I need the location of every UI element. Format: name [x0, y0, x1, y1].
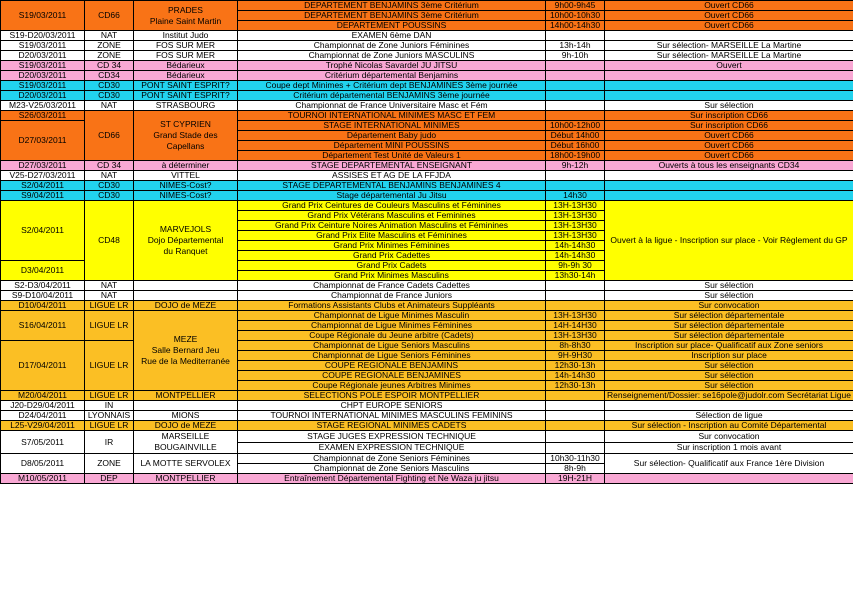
- table-row: [1, 341, 853, 351]
- date-cell: D20/03/2011: [1, 91, 85, 101]
- date-cell: S19/03/2011: [1, 1, 85, 31]
- note-cell: Ouvert CD66: [605, 141, 853, 151]
- place-cell: Institut Judo: [134, 31, 238, 41]
- date-cell: M20/04/2011: [1, 391, 85, 401]
- date-cell: M23-V25/03/2011: [1, 101, 85, 111]
- place-cell: MIONS: [134, 411, 238, 421]
- time-cell: [546, 281, 605, 291]
- time-cell: 10h00-12h00: [546, 121, 605, 131]
- event-cell: Championnat de Zone Seniors Masculins: [238, 464, 546, 474]
- time-cell: 13H-13H30: [546, 331, 605, 341]
- event-cell: Entraînement Départemental Fighting et Ne Waza ju jitsu: [238, 474, 546, 484]
- note-cell: [605, 71, 853, 81]
- event-cell: Grand Prix Minimes Masculins: [238, 271, 546, 281]
- place-cell: MARSEILLE BOUGAINVILLE: [134, 431, 238, 454]
- date-cell: D24/04/2011: [1, 411, 85, 421]
- time-cell: 13H-13H30: [546, 221, 605, 231]
- event-cell: Championnat de Ligue Minimes Masculin: [238, 311, 546, 321]
- table-row: [1, 171, 853, 181]
- time-cell: 13H-13H30: [546, 201, 605, 211]
- note-cell: [605, 31, 853, 41]
- level-cell: LIGUE LR: [85, 311, 134, 341]
- time-cell: [546, 61, 605, 71]
- place-cell: [134, 291, 238, 301]
- table-row: [1, 281, 853, 291]
- place-cell: PONT SAINT ESPRIT?: [134, 91, 238, 101]
- place-cell: MEZE Salle Bernard Jeu Rue de la Mediterranée: [134, 311, 238, 391]
- event-cell: SELECTIONS POLE ESPOIR MONTPELLIER: [238, 391, 546, 401]
- date-cell: D3/04/2011: [1, 261, 85, 281]
- note-cell: [605, 181, 853, 191]
- time-cell: 9h-9h 30: [546, 261, 605, 271]
- place-cell: PONT SAINT ESPRIT?: [134, 81, 238, 91]
- date-cell: D10/04/2011: [1, 301, 85, 311]
- place-cell: STRASBOURG: [134, 101, 238, 111]
- table-row: [1, 401, 853, 411]
- event-cell: Championnat de Zone Seniors Féminines: [238, 454, 546, 464]
- date-cell: S26/03/2011: [1, 111, 85, 121]
- date-cell: S7/05/2011: [1, 431, 85, 454]
- event-cell: EXAMEN EXPRESSION TECHNIQUE: [238, 442, 546, 454]
- time-cell: 9h00-9h45: [546, 1, 605, 11]
- time-cell: [546, 411, 605, 421]
- note-cell: Sur convocation: [605, 431, 853, 443]
- date-cell: L25-V29/04/2011: [1, 421, 85, 431]
- event-cell: STAGE DEPARTEMENTAL BENJAMINS BENJAMINES 4: [238, 181, 546, 191]
- note-cell: Sur sélection: [605, 291, 853, 301]
- note-cell: Inscription sur place: [605, 351, 853, 361]
- table-row: [1, 454, 853, 464]
- time-cell: [546, 101, 605, 111]
- time-cell: [546, 401, 605, 411]
- time-cell: 13h-14h: [546, 41, 605, 51]
- note-cell: Inscription sur place- Qualificatif aux Zone seniors: [605, 341, 853, 351]
- event-cell: COUPE REGIONALE BENJAMINES: [238, 371, 546, 381]
- level-cell: NAT: [85, 281, 134, 291]
- place-cell: MARVEJOLS Dojo Départemental du Ranquet: [134, 201, 238, 281]
- event-cell: TOURNOI INTERNATIONAL MINIMES MASCULINS FEMININS: [238, 411, 546, 421]
- level-cell: ZONE: [85, 51, 134, 61]
- note-cell: Ouvert CD66: [605, 131, 853, 141]
- event-cell: STAGE JUGES EXPRESSION TECHNIQUE: [238, 431, 546, 443]
- time-cell: 13h30-14h: [546, 271, 605, 281]
- place-cell: à déterminer: [134, 161, 238, 171]
- event-cell: Grand Prix Ceintures de Couleurs Masculins et Féminines: [238, 201, 546, 211]
- time-cell: [546, 291, 605, 301]
- note-cell: Sur inscription 1 mois avant: [605, 442, 853, 454]
- table-row: [1, 301, 853, 311]
- table-row: [1, 111, 853, 121]
- event-cell: Département MINI POUSSINS: [238, 141, 546, 151]
- note-cell: Sur sélection: [605, 101, 853, 111]
- date-cell: V25-D27/03/2011: [1, 171, 85, 181]
- table-row: [1, 431, 853, 443]
- level-cell: NAT: [85, 291, 134, 301]
- level-cell: ZONE: [85, 41, 134, 51]
- event-cell: Grand Prix Minimes Féminines: [238, 241, 546, 251]
- time-cell: Début 14h00: [546, 131, 605, 141]
- event-cell: Trophé Nicolas Savardel JU JITSU: [238, 61, 546, 71]
- table-row: [1, 81, 853, 91]
- place-cell: FOS SUR MER: [134, 41, 238, 51]
- note-cell: Sur inscription CD66: [605, 111, 853, 121]
- event-cell: Critérium départemental BENJAMINS 3ème journée: [238, 91, 546, 101]
- event-cell: Grand Prix Ceinture Noires Animation Masculins et Féminines: [238, 221, 546, 231]
- event-cell: Grand Prix Vétérans Masculins et Feminines: [238, 211, 546, 221]
- date-cell: D17/04/2011: [1, 341, 85, 391]
- time-cell: [546, 31, 605, 41]
- event-cell: Grand Prix Elite Masculins et Féminines: [238, 231, 546, 241]
- note-cell: Ouvert CD66: [605, 21, 853, 31]
- place-cell: Bédarieux: [134, 71, 238, 81]
- note-cell: Ouvert CD66: [605, 151, 853, 161]
- date-cell: S2-D3/04/2011: [1, 281, 85, 291]
- note-cell: [605, 401, 853, 411]
- note-cell: [605, 474, 853, 484]
- event-cell: Grand Prix Cadets: [238, 261, 546, 271]
- date-cell: S19/03/2011: [1, 41, 85, 51]
- time-cell: 9h-12h: [546, 161, 605, 171]
- time-cell: 10h00-10h30: [546, 11, 605, 21]
- level-cell: CD30: [85, 81, 134, 91]
- event-cell: DEPARTEMENT BENJAMINS 3ème Critérium: [238, 11, 546, 21]
- event-cell: Championnat de France Cadets Cadettes: [238, 281, 546, 291]
- date-cell: D27/03/2011: [1, 121, 85, 161]
- note-cell: Ouvert: [605, 61, 853, 71]
- time-cell: [546, 421, 605, 431]
- place-cell: LA MOTTE SERVOLEX: [134, 454, 238, 474]
- time-cell: 14h-14h30: [546, 241, 605, 251]
- place-cell: Bédarieux: [134, 61, 238, 71]
- table-row: [1, 391, 853, 401]
- event-cell: Championnat de France Universitaire Masc et Fém: [238, 101, 546, 111]
- table-row: [1, 291, 853, 301]
- note-cell: Sur sélection départementale: [605, 311, 853, 321]
- note-cell: Sur sélection départementale: [605, 331, 853, 341]
- time-cell: 14h30: [546, 191, 605, 201]
- level-cell: IR: [85, 431, 134, 454]
- date-cell: S9-D10/04/2011: [1, 291, 85, 301]
- time-cell: 9H-9H30: [546, 351, 605, 361]
- table-row: [1, 201, 853, 211]
- event-cell: DEPARTEMENT POUSSINS: [238, 21, 546, 31]
- event-cell: EXAMEN 6ème DAN: [238, 31, 546, 41]
- place-cell: [134, 281, 238, 291]
- time-cell: [546, 181, 605, 191]
- level-cell: LIGUE LR: [85, 421, 134, 431]
- time-cell: 8h-8h30: [546, 341, 605, 351]
- date-cell: J20-D29/04/2011: [1, 401, 85, 411]
- level-cell: LYONNAIS: [85, 411, 134, 421]
- note-cell: Ouvert CD66: [605, 1, 853, 11]
- date-cell: S16/04/2011: [1, 311, 85, 341]
- level-cell: CD 34: [85, 161, 134, 171]
- time-cell: 10h30-11h30: [546, 454, 605, 464]
- time-cell: [546, 442, 605, 454]
- event-cell: Coupe dept Minimes + Critérium dept BENJAMINES 3ème journée: [238, 81, 546, 91]
- time-cell: 18h00-19h00: [546, 151, 605, 161]
- event-cell: Grand Prix Cadettes: [238, 251, 546, 261]
- event-cell: STAGE DEPARTEMENTAL ENSEIGNANT: [238, 161, 546, 171]
- place-cell: FOS SUR MER: [134, 51, 238, 61]
- level-cell: CD30: [85, 191, 134, 201]
- table-row: [1, 71, 853, 81]
- date-cell: S19/03/2011: [1, 81, 85, 91]
- place-cell: NIMES-Cost?: [134, 191, 238, 201]
- place-cell: MONTPELLIER: [134, 391, 238, 401]
- place-cell: VITTEL: [134, 171, 238, 181]
- note-cell: Renseignement/Dossier: se16pole@judolr.com Secrétariat Ligue: [605, 391, 853, 401]
- level-cell: DEP: [85, 474, 134, 484]
- time-cell: 12h30-13h: [546, 381, 605, 391]
- event-cell: Championnat de Zone Juniors MASCULINS: [238, 51, 546, 61]
- table-row: [1, 411, 853, 421]
- note-cell: Sur sélection départementale: [605, 321, 853, 331]
- time-cell: 8h-9h: [546, 464, 605, 474]
- event-cell: STAGE INTERNATIONAL MINIMES: [238, 121, 546, 131]
- date-cell: S2/04/2011: [1, 181, 85, 191]
- note-cell: Ouvert CD66: [605, 11, 853, 21]
- time-cell: 19H-21H: [546, 474, 605, 484]
- time-cell: 14h-14h30: [546, 251, 605, 261]
- note-cell: Sur sélection: [605, 371, 853, 381]
- time-cell: 9h-10h: [546, 51, 605, 61]
- date-cell: M10/05/2011: [1, 474, 85, 484]
- place-cell: DOJO de MEZE: [134, 301, 238, 311]
- place-cell: ST CYPRIEN Grand Stade des Capellans: [134, 111, 238, 161]
- table-row: [1, 1, 853, 11]
- date-cell: S2/04/2011: [1, 201, 85, 261]
- level-cell: CD 34: [85, 61, 134, 71]
- note-cell: Sur sélection: [605, 281, 853, 291]
- event-cell: STAGE REGIONAL MINIMES CADETS: [238, 421, 546, 431]
- note-cell: Sur sélection- MARSEILLE La Martine: [605, 51, 853, 61]
- time-cell: [546, 431, 605, 443]
- note-cell: [605, 91, 853, 101]
- date-cell: S19/03/2011: [1, 61, 85, 71]
- place-cell: NIMES-Cost?: [134, 181, 238, 191]
- table-row: [1, 181, 853, 191]
- time-cell: [546, 111, 605, 121]
- table-row: [1, 191, 853, 201]
- time-cell: [546, 91, 605, 101]
- level-cell: NAT: [85, 101, 134, 111]
- time-cell: 14h-14h30: [546, 371, 605, 381]
- table-row: [1, 91, 853, 101]
- date-cell: D27/03/2011: [1, 161, 85, 171]
- level-cell: CD48: [85, 201, 134, 281]
- event-cell: Formations Assistants Clubs et Animateurs Suppléants: [238, 301, 546, 311]
- time-cell: Début 16h00: [546, 141, 605, 151]
- level-cell: CD30: [85, 181, 134, 191]
- table-row: [1, 61, 853, 71]
- note-cell: Sur sélection- MARSEILLE La Martine: [605, 41, 853, 51]
- note-cell: Sur sélection: [605, 381, 853, 391]
- place-cell: MONTPELLIER: [134, 474, 238, 484]
- table-row: [1, 311, 853, 321]
- place-cell: [134, 401, 238, 411]
- table-row: [1, 41, 853, 51]
- event-cell: Stage départemental Ju Jitsu: [238, 191, 546, 201]
- place-cell: DOJO de MEZE: [134, 421, 238, 431]
- time-cell: [546, 171, 605, 181]
- event-cell: Championnat de France Juniors: [238, 291, 546, 301]
- level-cell: CD66: [85, 1, 134, 31]
- time-cell: [546, 71, 605, 81]
- event-cell: Championnat de Ligue Minimes Féminines: [238, 321, 546, 331]
- date-cell: D8/05/2011: [1, 454, 85, 474]
- note-cell: Ouverts à tous les enseignants CD34: [605, 161, 853, 171]
- time-cell: [546, 391, 605, 401]
- level-cell: CD30: [85, 91, 134, 101]
- note-cell: [605, 81, 853, 91]
- time-cell: [546, 81, 605, 91]
- date-cell: D20/03/2011: [1, 51, 85, 61]
- level-cell: LIGUE LR: [85, 391, 134, 401]
- event-cell: Championnat de Ligue Seniors Féminines: [238, 351, 546, 361]
- table-row: [1, 31, 853, 41]
- table-row: [1, 474, 853, 484]
- note-cell: [605, 171, 853, 181]
- event-cell: Département Test Unité de Valeurs 1: [238, 151, 546, 161]
- event-cell: Critérium départemental Benjamins: [238, 71, 546, 81]
- event-cell: Département Baby judo: [238, 131, 546, 141]
- level-cell: NAT: [85, 171, 134, 181]
- table-row: [1, 51, 853, 61]
- event-cell: DEPARTEMENT BENJAMINS 3ème Critérium: [238, 1, 546, 11]
- event-cell: Championnat de Zone Juniors Féminines: [238, 41, 546, 51]
- note-cell: Sur sélection - Inscription au Comité Départemental: [605, 421, 853, 431]
- time-cell: 14h00-14h30: [546, 21, 605, 31]
- event-cell: CHPT EUROPE SENIORS: [238, 401, 546, 411]
- note-cell: [605, 191, 853, 201]
- level-cell: CD34: [85, 71, 134, 81]
- note-cell: Sur inscription CD66: [605, 121, 853, 131]
- note-cell: Sur sélection: [605, 361, 853, 371]
- date-cell: S9/04/2011: [1, 191, 85, 201]
- note-cell: Sur convocation: [605, 301, 853, 311]
- date-cell: D20/03/2011: [1, 71, 85, 81]
- time-cell: 13H-13H30: [546, 231, 605, 241]
- time-cell: 13H-13H30: [546, 211, 605, 221]
- note-cell: Sélection de ligue: [605, 411, 853, 421]
- note-cell: Sur sélection- Qualificatif aux France 1ère Division: [605, 454, 853, 474]
- event-cell: Championnat de Ligue Seniors Masculins: [238, 341, 546, 351]
- time-cell: [546, 301, 605, 311]
- time-cell: 14H-14H30: [546, 321, 605, 331]
- time-cell: 13H-13H30: [546, 311, 605, 321]
- level-cell: ZONE: [85, 454, 134, 474]
- level-cell: IN: [85, 401, 134, 411]
- event-cell: TOURNOI INTERNATIONAL MINIMES MASC ET FEM: [238, 111, 546, 121]
- note-cell: Ouvert à la ligue - Inscription sur place - Voir Règlement du GP: [605, 201, 853, 281]
- level-cell: LIGUE LR: [85, 301, 134, 311]
- level-cell: NAT: [85, 31, 134, 41]
- level-cell: LIGUE LR: [85, 341, 134, 391]
- date-cell: S19-D20/03/2011: [1, 31, 85, 41]
- table-row: [1, 161, 853, 171]
- place-cell: PRADES Plaine Saint Martin: [134, 1, 238, 31]
- event-cell: COUPE REGIONALE BENJAMINS: [238, 361, 546, 371]
- table-row: [1, 421, 853, 431]
- event-cell: Coupe Régionale du Jeune arbitre (Cadets): [238, 331, 546, 341]
- event-cell: Coupe Régionale jeunes Arbitres Minimes: [238, 381, 546, 391]
- time-cell: 12h30-13h: [546, 361, 605, 371]
- table-row: [1, 101, 853, 111]
- event-cell: ASSISES ET AG DE LA FFJDA: [238, 171, 546, 181]
- level-cell: CD66: [85, 111, 134, 161]
